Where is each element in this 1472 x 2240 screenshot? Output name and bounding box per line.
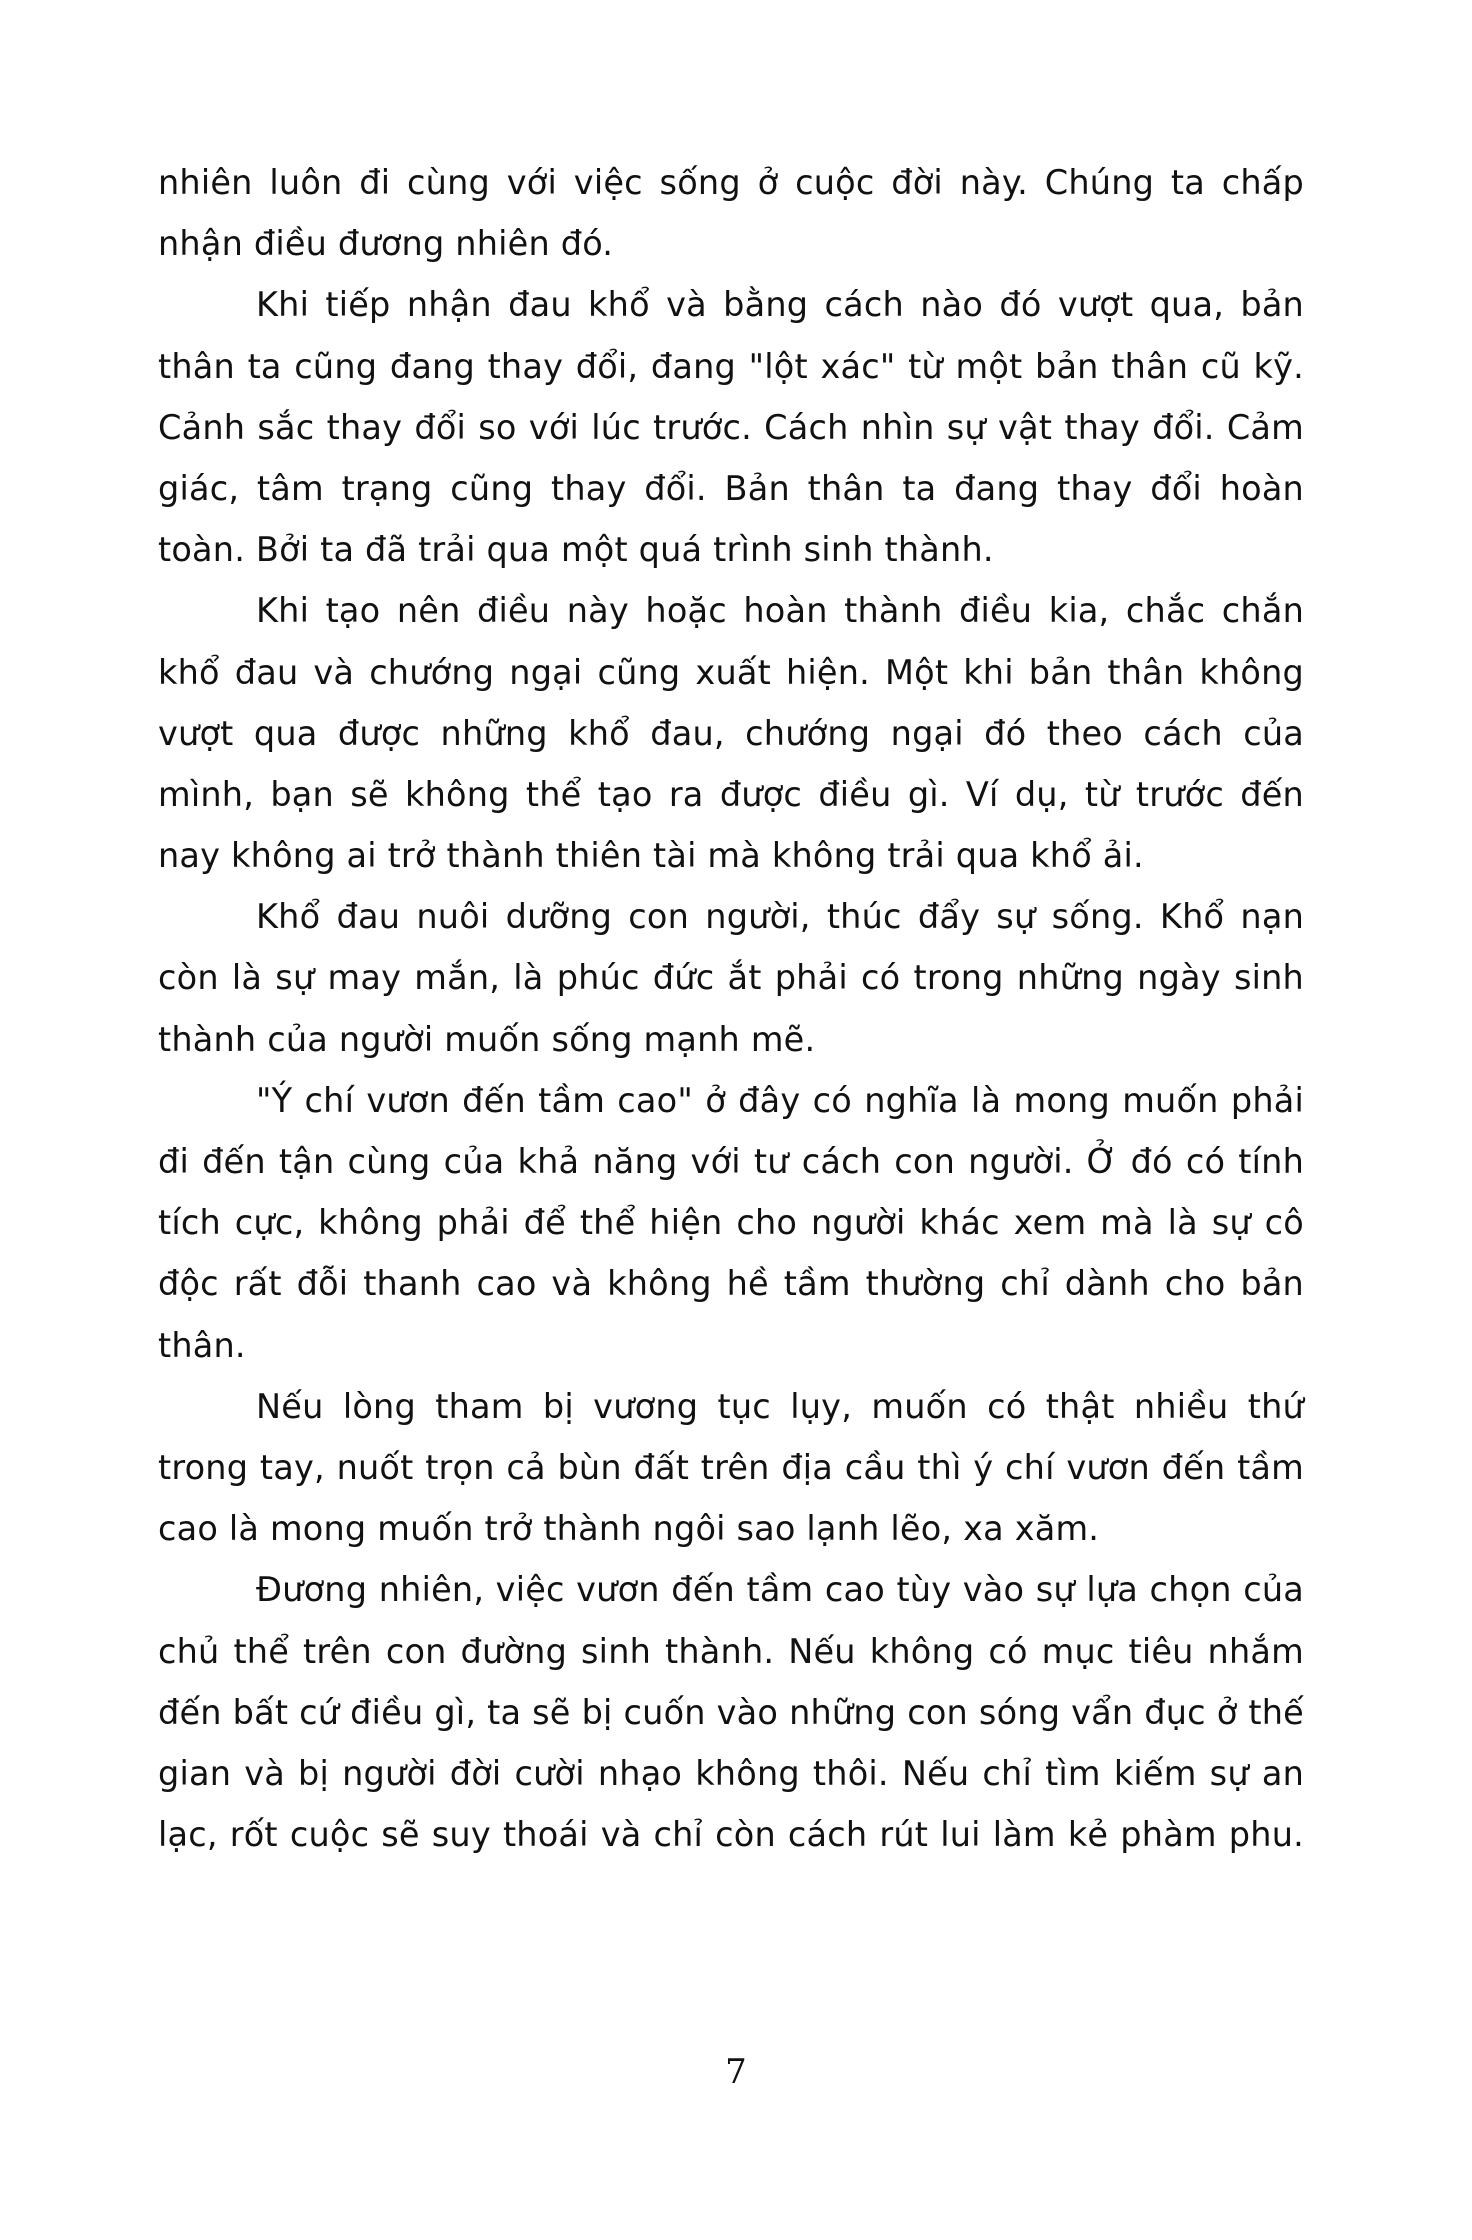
text-line: Cảnh sắc thay đổi so với lúc trước. Cách nhìn sự vật thay đổi. Cảm <box>158 407 1304 447</box>
text-line: mình, bạn sẽ không thể tạo ra được điều gì. Ví dụ, từ trước đến <box>158 774 1304 814</box>
body-text <box>158 152 1304 1865</box>
text-line: nhiên luôn đi cùng với việc sống ở cuộc đời này. Chúng ta chấp <box>158 163 1304 202</box>
text-line: độc rất đỗi thanh cao và không hề tầm thường chỉ dành cho bản <box>158 1264 1304 1304</box>
text-line: lạc, rốt cuộc sẽ suy thoái và chỉ còn cách rút lui làm kẻ phàm phu. <box>158 1815 1304 1855</box>
text-line: thân. <box>158 1325 246 1365</box>
text-line: Khổ đau nuôi dưỡng con người, thúc đẩy sự sống. Khổ nạn <box>256 897 1304 937</box>
text-line: "Ý chí vươn đến tầm cao" ở đây có nghĩa là mong muốn phải <box>256 1080 1304 1120</box>
text-line: đi đến tận cùng của khả năng với tư cách con người. Ở đó có tính <box>158 1142 1304 1181</box>
text-line: nay không ai trở thành thiên tài mà không trải qua khổ ải. <box>158 836 1144 876</box>
text-line: khổ đau và chướng ngại cũng xuất hiện. Một khi bản thân không <box>158 652 1304 692</box>
text-line: toàn. Bởi ta đã trải qua một quá trình sinh thành. <box>158 530 994 570</box>
text-line: còn là sự may mắn, là phúc đức ắt phải có trong những ngày sinh <box>158 958 1304 998</box>
text-line: thân ta cũng đang thay đổi, đang "lột xác" từ một bản thân cũ kỹ. <box>158 346 1304 386</box>
text-line: trong tay, nuốt trọn cả bùn đất trên địa cầu thì ý chí vươn đến tầm <box>158 1447 1304 1487</box>
text-line: thành của người muốn sống mạnh mẽ. <box>158 1019 816 1059</box>
text-line: Khi tạo nên điều này hoặc hoàn thành điều kia, chắc chắn <box>256 591 1304 631</box>
text-line: gian và bị người đời cười nhạo không thôi. Nếu chỉ tìm kiếm sự an <box>158 1753 1304 1793</box>
text-line: nhận điều đương nhiên đó. <box>158 224 614 264</box>
page-number: 7 <box>725 2052 747 2092</box>
text-line: chủ thể trên con đường sinh thành. Nếu không có mục tiêu nhắm <box>158 1631 1304 1671</box>
text-line: Đương nhiên, việc vươn đến tầm cao tùy vào sự lựa chọn của <box>256 1570 1304 1610</box>
text-line: đến bất cứ điều gì, ta sẽ bị cuốn vào những con sóng vẩn đục ở thế <box>158 1692 1304 1732</box>
text-line: Nếu lòng tham bị vương tục lụy, muốn có thật nhiều thứ <box>256 1386 1304 1426</box>
text-line: cao là mong muốn trở thành ngôi sao lạnh lẽo, xa xăm. <box>158 1509 1100 1549</box>
text-line: giác, tâm trạng cũng thay đổi. Bản thân ta đang thay đổi hoàn <box>158 468 1304 508</box>
text-line: tích cực, không phải để thể hiện cho người khác xem mà là sự cô <box>158 1203 1304 1243</box>
text-line: Khi tiếp nhận đau khổ và bằng cách nào đó vượt qua, bản <box>256 285 1304 325</box>
text-line: vượt qua được những khổ đau, chướng ngại đó theo cách của <box>158 713 1304 753</box>
